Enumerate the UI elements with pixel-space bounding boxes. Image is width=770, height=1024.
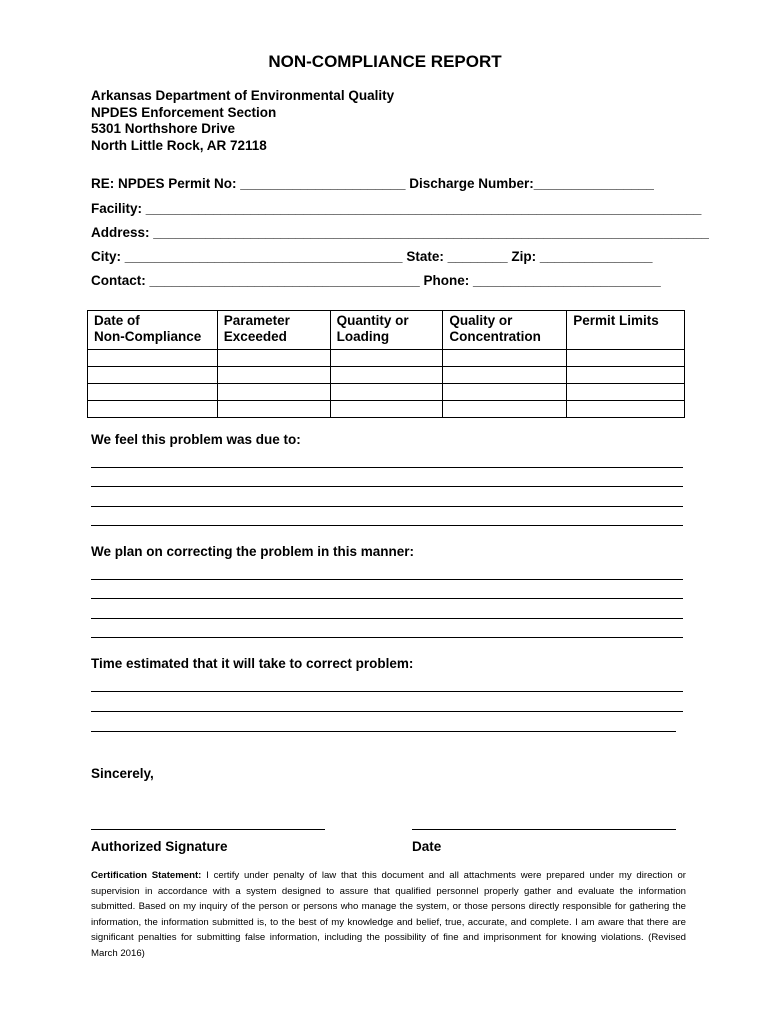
header-date-line1: Date of	[94, 313, 140, 328]
table-row	[88, 367, 685, 384]
header-quality	[443, 311, 567, 350]
header-parameter-line1: Parameter	[223, 313, 290, 328]
table-cell[interactable]	[567, 384, 685, 401]
table-header-row	[88, 311, 685, 350]
certification-label: Certification Statement:	[91, 870, 202, 881]
table-row	[88, 401, 685, 418]
table-cell[interactable]	[217, 350, 330, 367]
table-cell[interactable]	[567, 367, 685, 384]
header-parameter-line2: Exceeded	[223, 329, 287, 344]
state-field[interactable]: State: ________	[406, 249, 512, 264]
table-cell[interactable]	[217, 401, 330, 418]
time-answer-line[interactable]	[91, 731, 676, 732]
signature-line[interactable]	[91, 829, 325, 830]
table-cell[interactable]	[217, 384, 330, 401]
correction-answer-line[interactable]	[91, 579, 683, 580]
header-quality-line2: Concentration	[449, 329, 541, 344]
cause-answer-line[interactable]	[91, 525, 683, 526]
time-heading: Time estimated that it will take to correct problem:	[91, 656, 414, 671]
header-date-line2: Non-Compliance	[94, 329, 202, 344]
table-cell[interactable]	[88, 367, 218, 384]
cause-answer-line[interactable]	[91, 486, 683, 487]
contact-phone-line	[91, 273, 661, 288]
correction-answer-line[interactable]	[91, 598, 683, 599]
correction-answer-line[interactable]	[91, 618, 683, 619]
city-state-zip-line	[91, 249, 653, 264]
header-parameter	[217, 311, 330, 350]
cause-answer-line[interactable]	[91, 467, 683, 468]
table-row	[88, 384, 685, 401]
page-title: NON-COMPLIANCE REPORT	[268, 52, 502, 71]
table-row	[88, 350, 685, 367]
certification-statement	[91, 868, 686, 962]
signature-label: Authorized Signature	[91, 839, 228, 854]
table-cell[interactable]	[443, 367, 567, 384]
header-quantity	[330, 311, 443, 350]
non-compliance-table	[87, 310, 685, 418]
permit-number-field[interactable]: RE: NPDES Permit No: ______________________	[91, 176, 410, 191]
cause-answer-line[interactable]	[91, 506, 683, 507]
table-cell[interactable]	[88, 350, 218, 367]
header-quality-line1: Quality or	[449, 313, 513, 328]
header-permit-limits	[567, 311, 685, 350]
correction-answer-line[interactable]	[91, 637, 683, 638]
time-answer-line[interactable]	[91, 711, 683, 712]
table-cell[interactable]	[443, 350, 567, 367]
correction-heading: We plan on correcting the problem in this manner:	[91, 544, 415, 559]
time-answer-line[interactable]	[91, 691, 683, 692]
permit-line	[91, 176, 654, 191]
table-cell[interactable]	[330, 350, 443, 367]
agency-city: North Little Rock, AR 72118	[91, 137, 267, 153]
certification-text: I certify under penalty of law that this document and all attachments were prepared under my direction or supervision in accordance with a system designed to assure that qualified personnel properly gather and evaluate the information submitted. Based on my inquiry of the person or persons who manage the system, or those persons directly responsible for gathering the information, the information submitted is, to the best of my knowledge and belief, true, accurate, and complete. I am aware that there are significant penalties for submitting false information, including the possibility of fine and imprisonment for knowing violations. (Revised March 2016)	[91, 870, 686, 959]
table-cell[interactable]	[330, 401, 443, 418]
agency-street: 5301 Northshore Drive	[91, 121, 236, 136]
zip-field[interactable]: Zip: _______________	[511, 249, 653, 264]
phone-field[interactable]: Phone: _________________________	[423, 273, 661, 288]
table-cell[interactable]	[88, 384, 218, 401]
header-date	[88, 311, 218, 350]
header-quantity-line2: Loading	[336, 329, 390, 344]
agency-section: NPDES Enforcement Section	[91, 104, 277, 120]
table-cell[interactable]	[443, 384, 567, 401]
table-cell[interactable]	[330, 384, 443, 401]
table-cell[interactable]	[567, 401, 685, 418]
table-cell[interactable]	[567, 350, 685, 367]
city-field[interactable]: City: _____________________________________	[91, 249, 407, 264]
date-line[interactable]	[412, 829, 676, 830]
date-label: Date	[412, 839, 442, 854]
address-field[interactable]: Address: __________________________________________________________________________	[91, 225, 709, 240]
cause-heading: We feel this problem was due to:	[91, 432, 301, 447]
closing-text: Sincerely,	[91, 766, 154, 781]
header-limits-line1: Permit Limits	[573, 313, 659, 328]
agency-address	[91, 88, 394, 154]
table-cell[interactable]	[330, 367, 443, 384]
table-cell[interactable]	[217, 367, 330, 384]
facility-field[interactable]: Facility: __________________________________________________________________________	[91, 201, 702, 216]
table-cell[interactable]	[443, 401, 567, 418]
header-quantity-line1: Quantity or	[336, 313, 409, 328]
discharge-number-field[interactable]: Discharge Number:________________	[409, 176, 654, 191]
table-cell[interactable]	[88, 401, 218, 418]
agency-name: Arkansas Department of Environmental Quality	[91, 88, 395, 103]
contact-field[interactable]: Contact: ____________________________________	[91, 273, 424, 288]
